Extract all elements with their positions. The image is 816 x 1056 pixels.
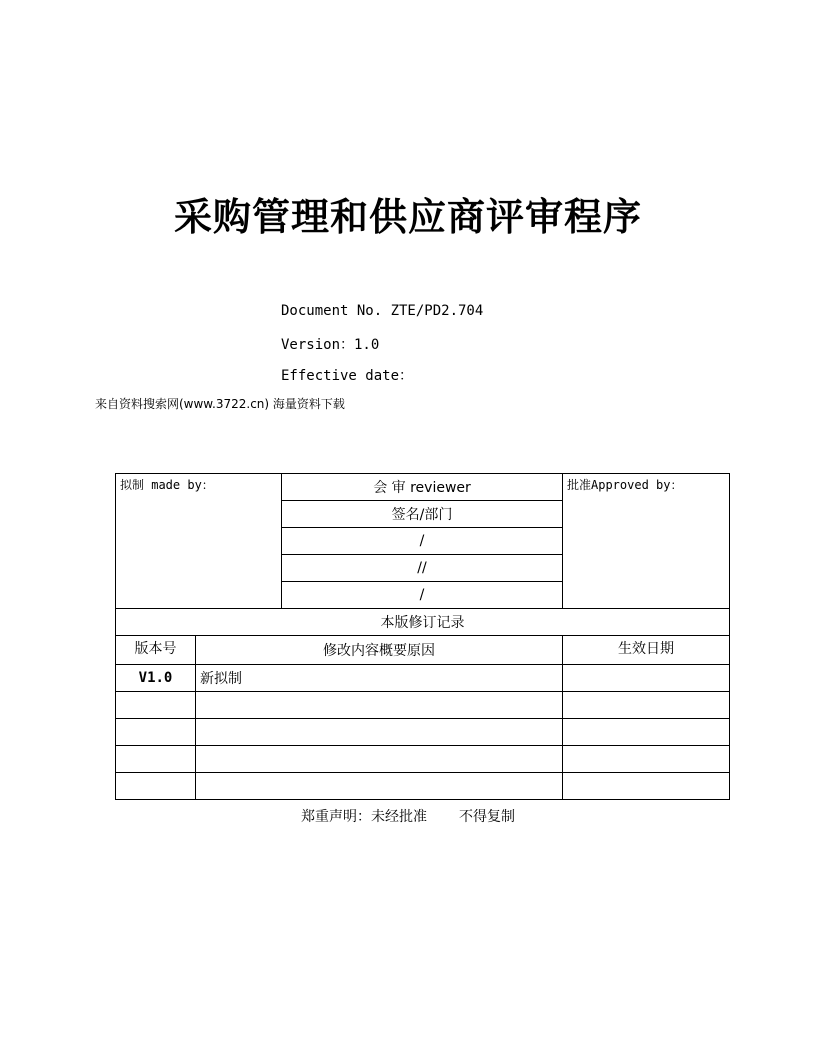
header-reason: 修改内容概要原因 xyxy=(323,643,435,659)
made-by-label: 拟制 made by： xyxy=(120,478,214,492)
table-row xyxy=(116,746,730,773)
revision-date xyxy=(563,773,730,800)
header-version: 版本号 xyxy=(134,641,177,657)
approved-by-label: 批准Approved by： xyxy=(567,478,683,492)
revision-reason xyxy=(196,746,563,773)
table-row xyxy=(116,719,730,746)
header-reason-cell xyxy=(196,636,563,665)
revision-reason xyxy=(196,692,563,719)
header-version-cell xyxy=(116,636,196,665)
document-version: Version：1.0 xyxy=(281,337,380,353)
reviewer-row-value: / xyxy=(419,587,425,603)
revision-date xyxy=(563,665,730,692)
effective-date: Effective date： xyxy=(281,368,414,384)
revision-date xyxy=(563,692,730,719)
copyright-notice xyxy=(0,806,816,826)
source-line: 来自资料搜索网(www.3722.cn) 海量资料下载 xyxy=(95,397,345,411)
reviewer-row-value: // xyxy=(417,560,427,576)
revision-version: V1.0 xyxy=(116,665,196,692)
revision-date xyxy=(563,746,730,773)
revision-date xyxy=(563,719,730,746)
review-header-cell xyxy=(282,474,563,501)
sign-dept-cell xyxy=(282,501,563,528)
approved-by-cell xyxy=(563,474,730,609)
revision-version xyxy=(116,746,196,773)
sign-dept-label: 签名/部门 xyxy=(391,507,453,523)
notice-part2: 不得复制 xyxy=(459,809,515,825)
revision-title: 本版修订记录 xyxy=(380,615,465,631)
revision-reason: 新拟制 xyxy=(196,665,563,692)
revision-version xyxy=(116,773,196,800)
reviewer-row xyxy=(282,555,563,582)
header-date: 生效日期 xyxy=(618,641,674,657)
reviewer-row xyxy=(282,528,563,555)
made-by-cell xyxy=(116,474,282,609)
revision-title-cell xyxy=(116,609,730,636)
document-title: 采购管理和供应商评审程序 xyxy=(173,194,642,239)
revision-version xyxy=(116,719,196,746)
reviewer-row-value: / xyxy=(419,533,425,549)
header-date-cell xyxy=(563,636,730,665)
document-number: Document No. ZTE/PD2.704 xyxy=(281,303,484,319)
table-row xyxy=(116,692,730,719)
revision-reason xyxy=(196,719,563,746)
table-row xyxy=(116,665,730,692)
reviewer-row xyxy=(282,582,563,609)
revision-reason xyxy=(196,773,563,800)
revision-version xyxy=(116,692,196,719)
approval-revision-table xyxy=(115,473,730,800)
notice-part1: 郑重声明：未经批准 xyxy=(301,809,427,825)
table-row xyxy=(116,773,730,800)
review-header: 会 审 reviewer xyxy=(373,480,471,496)
